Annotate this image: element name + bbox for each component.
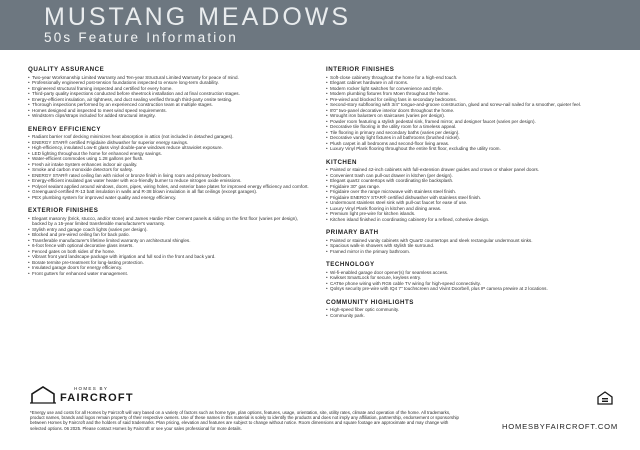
feature-item: • Framed mirror in the primary bathroom. (326, 249, 622, 255)
feature-item: • Frigidaire ENERGY STAR® certified dishwasher with stainless steel finish. (326, 195, 622, 201)
feature-item: • Elegant cabinet hardware in all rooms. (326, 80, 622, 86)
feature-item: • Greenguard-certified R-13 batt insulation in walls and R-38 blown insulation in all flat ceilings (except garages). (28, 189, 310, 195)
feature-list (326, 167, 622, 222)
feature-section (326, 159, 622, 223)
page-title: MUSTANG MEADOWS (44, 3, 352, 31)
feature-item: • Wrought iron balusters on staircases (varies per design). (326, 113, 622, 119)
feature-item: • Kitchen island finished in coordinating cabinetry for a refined, cohesive design. (326, 217, 622, 223)
feature-item: • Plush carpet in all bedrooms and second-floor living areas. (326, 141, 622, 147)
feature-item: • Spacious walk-in showers with stylish tile surround. (326, 243, 622, 249)
feature-list (28, 75, 310, 119)
feature-item: • LED lighting throughout the home for enhanced energy savings. (28, 151, 310, 157)
feature-item: • Powder room featuring a stylish pedestal sink, framed mirror, and designer faucet (varies per design). (326, 119, 622, 125)
feature-item: • Professionally engineered post-tension foundations inspected to ensure long-term durability. (28, 80, 310, 86)
feature-list (326, 307, 622, 318)
feature-item: • Two-year Workmanship Limited Warranty and Ten-year Structural Limited Warranty for peace of mind. (28, 75, 310, 81)
left-column (28, 66, 310, 283)
logo-wordmark: FAIRCROFT (60, 392, 134, 404)
feature-item: • Decorative tile flooring in the utility room for a timeless appeal. (326, 124, 622, 130)
feature-item: • Energy-efficient insulation, air tightness, and duct sealing verified through third-party onsite testing. (28, 97, 310, 103)
right-column (326, 66, 622, 325)
feature-item: • Painted or stained 42-inch cabinets with full-extension drawer guides and crown or shaker panel doors. (326, 167, 622, 173)
feature-item: • Transferable manufacturer's lifetime limited warranty on architectural shingles. (28, 238, 310, 244)
feature-item: • Water-efficient commodes using 1.28 gallons per flush. (28, 156, 310, 162)
section-heading: EXTERIOR FINISHES (28, 207, 99, 214)
page-subtitle: 50s Feature Information (44, 30, 238, 45)
feature-item: • CAT6e phone wiring with RG6 cable TV wiring for high-speed connectivity. (326, 281, 622, 287)
feature-item: • Modern plumbing fixtures from Moen throughout the home. (326, 91, 622, 97)
feature-item: • Smoke and carbon monoxide detectors for safety. (28, 167, 310, 173)
feature-list (28, 134, 310, 200)
feature-section (326, 299, 622, 319)
feature-item: • Windstorm clips/straps included for added structural integrity. (28, 113, 310, 119)
section-heading: TECHNOLOGY (326, 261, 375, 268)
section-heading: QUALITY ASSURANCE (28, 66, 105, 73)
feature-item: • ENERGY STAR® rated ceiling fan with nickel or bronze finish in living room and primary bedroom. (28, 173, 310, 179)
feature-item: • Thorough inspections performed by an experienced construction team at multiple stages. (28, 102, 310, 108)
feature-item: • Polycel sealant applied around windows, doors, pipes, wiring holes, and exterior base plates for improved energy efficiency and comfort. (28, 184, 310, 190)
feature-item: • Frigidaire over the range microwave with stainless steel finish. (326, 189, 622, 195)
logo-tagline: HOMES BY (74, 386, 109, 391)
feature-item: • 6-foot fence with optional decorative glass inserts. (28, 243, 310, 249)
feature-item: • Convenient trash can pull-out drawer in kitchen (per design). (326, 173, 622, 179)
section-heading: ENERGY EFFICIENCY (28, 125, 102, 133)
feature-section (28, 207, 310, 276)
feature-item: • Vibrant front yard landscape package with irrigation and full sod in the front and back yard. (28, 254, 310, 260)
feature-item: • Tile flooring in primary and secondary baths (varies per design). (326, 130, 622, 136)
feature-item: • Qolsys security pre-wire with IQ4 7" touchscreen and Vivint Doorbell, plus IP camera prewire at 2 locations. (326, 286, 622, 292)
feature-item: • ENERGY STAR® certified Frigidaire dishwasher for superior energy savings. (28, 140, 310, 146)
feature-item: • Insulated garage doors for energy efficiency. (28, 265, 310, 271)
disclaimer-text: *Energy use and costs for all Homes by Faircroft will vary based on a variety of factors such as home type, plan options, features, usage, orientation, site, utility rates, climate and operation of the home. All trademarks, product names, brands and logos remain property of their respective owners. Use of these names in this material is solely to identify the products and does not imply any affiliation, partnership, endorsement or sponsorship between Homes by Faircroft and the holders of said trademarks. Plan pricing, elevation and features are subject to change without notice. Room dimensions and square footage are approximate and may change with selected options. 06 2025. Please contact Homes by Faircroft or see your sales professional for more details. (30, 410, 459, 431)
feature-item: • Modern rocker light switches for convenience and style. (326, 86, 622, 92)
feature-item: • Blocked and pre-wired ceiling fan for back patio. (28, 232, 310, 238)
feature-item: • PEX plumbing system for improved water quality and energy efficiency. (28, 195, 310, 201)
faircroft-logo (30, 386, 134, 408)
section-heading: PRIMARY BATH (326, 229, 379, 236)
feature-list (326, 238, 622, 255)
feature-item: • Borate termite pre-treatment for long-lasting protection. (28, 260, 310, 266)
feature-item: • 8'0" two-panel decorative interior doors throughout the home. (326, 108, 622, 114)
feature-item: • Radiant barrier roof decking minimizes heat absorption in attics (not included in detached garages). (28, 134, 310, 140)
feature-item: • Pre-wired and blocked for ceiling fans in secondary bedrooms. (326, 97, 622, 103)
feature-item: • Painted or stained vanity cabinets with Quartz countertops and sleek rectangular undermount sinks. (326, 238, 622, 244)
feature-item: • Undermount stainless steel sink with pull-out faucet for ease of use. (326, 200, 622, 206)
feature-item: • Wi-fi-enabled garage door opener(s) for seamless access. (326, 270, 622, 276)
section-heading: KITCHEN (326, 158, 357, 166)
feature-section (326, 229, 622, 254)
feature-item: • Community park. (326, 313, 622, 319)
section-heading: INTERIOR FINISHES (326, 66, 395, 73)
feature-list (326, 270, 622, 292)
page-header (0, 0, 640, 50)
feature-item: • High-speed fiber optic community. (326, 307, 622, 313)
house-logo-icon (30, 386, 56, 404)
feature-item: • Fenced gates on both sides of the home. (28, 249, 310, 255)
feature-item: • Engineered structural framing inspected and certified for every home. (28, 86, 310, 92)
website-link[interactable]: HOMESBYFAIRCROFT.COM (502, 422, 618, 431)
feature-item: • Frigidaire 30" gas range. (326, 184, 622, 190)
feature-item: • Third-party quality inspections conducted before sheetrock installation and at final construction stages. (28, 91, 310, 97)
feature-item: • Front gutters for enhanced water management. (28, 271, 310, 277)
feature-list (28, 216, 310, 277)
feature-item: • Kwikset SmartLock for secure, keyless entry. (326, 275, 622, 281)
feature-item: • Soft-close cabinetry throughout the home for a high-end touch. (326, 75, 622, 81)
feature-item: • Energy-efficient insulated gas water heater with eco-friendly burner to reduce nitrogen oxide emissions. (28, 178, 310, 184)
equal-housing-icon (597, 391, 613, 405)
section-heading: COMMUNITY HIGHLIGHTS (326, 298, 414, 306)
feature-item: • Second-story subflooring with 3/4" tongue-and-groove construction, glued and screw-nail nailed for a smoother, quieter feel. (326, 102, 622, 108)
feature-section (326, 66, 622, 152)
feature-item: • High-efficiency, insulated Low-E glass vinyl double-pane windows reduce ultraviolet exposure. (28, 145, 310, 151)
feature-item: • Fresh air intake System enhances indoor air quality. (28, 162, 310, 168)
feature-section (28, 66, 310, 119)
feature-item: • Elegant masonry (brick, stucco, and/or stone) and James Hardie Fiber Cement panels & siding on the first floor (varies per design), backed by a 15-year limited transferable manufacturer's warranty. (28, 216, 310, 227)
feature-item: • Luxury Vinyl Plank flooring throughout the entire first floor, excluding the utility room. (326, 146, 622, 152)
feature-item: • Decorative vanity light fixtures in all bathrooms (brushed nickel). (326, 135, 622, 141)
feature-item: • Stylish entry and garage coach lights (varies per design). (28, 227, 310, 233)
feature-item: • Homes designed and inspected to meet wind speed requirements. (28, 108, 310, 114)
feature-item: • Premium light pre-wire for kitchen islands. (326, 211, 622, 217)
feature-item: • Luxury Vinyl Plank flooring in kitchen and dining areas. (326, 206, 622, 212)
feature-section (28, 126, 310, 201)
feature-item: • Elegant quartz countertops with coordinating tile backsplash. (326, 178, 622, 184)
feature-list (326, 75, 622, 152)
feature-section (326, 261, 622, 292)
